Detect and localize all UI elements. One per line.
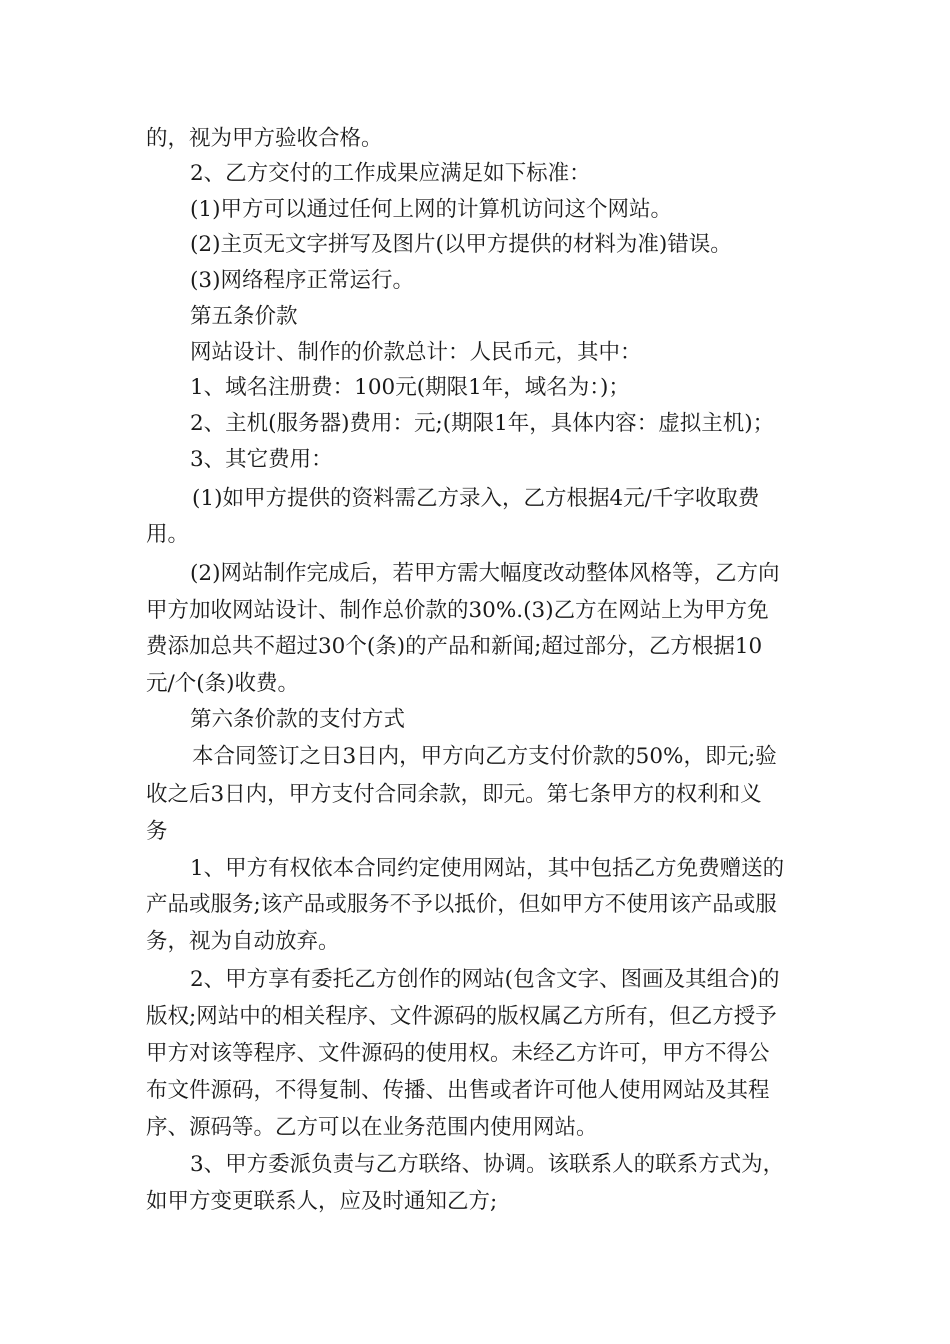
text-line: (3)网络程序正常运行。 — [190, 268, 414, 293]
text-line: 2、甲方享有委托乙方创作的网站(包含文字、图画及其组合)的 — [190, 967, 780, 992]
text-line: 产品或服务;该产品或服务不予以抵价，但如甲方不使用该产品或服 — [146, 892, 777, 917]
section-heading: 第六条价款的支付方式 — [190, 707, 406, 732]
text-line: 2、主机(服务器)费用：元;(期限1年，具体内容：虚拟主机)； — [190, 411, 775, 436]
text-line: 收之后3日内，甲方支付合同余款，即元。第七条甲方的权利和义 — [146, 782, 762, 807]
text-line: 1、域名注册费：100元(期限1年，域名为：)； — [190, 375, 630, 400]
text-line: 网站设计、制作的价款总计：人民币元，其中： — [190, 340, 642, 365]
text-line: 用。 — [146, 522, 190, 547]
section-heading: 第五条价款 — [190, 304, 298, 329]
text-line: 元/个(条)收费。 — [146, 671, 300, 696]
text-line: (1)甲方可以通过任何上网的计算机访问这个网站。 — [190, 197, 672, 222]
text-line: 2、乙方交付的工作成果应满足如下标准： — [190, 161, 591, 186]
text-line: (1)如甲方提供的资料需乙方录入，乙方根据4元/千字收取费 — [192, 486, 760, 511]
text-line: 如甲方变更联系人，应及时通知乙方; — [146, 1189, 498, 1214]
text-line: 3、其它费用： — [190, 447, 333, 472]
text-line: 序、源码等。乙方可以在业务范围内使用网站。 — [146, 1115, 598, 1140]
text-line: 本合同签订之日3日内，甲方向乙方支付价款的50%，即元;验 — [192, 744, 777, 769]
text-line: 的，视为甲方验收合格。 — [146, 126, 383, 151]
text-line: 甲方对该等程序、文件源码的使用权。未经乙方许可，甲方不得公 — [146, 1041, 770, 1066]
text-line: 费添加总共不超过30个(条)的产品和新闻;超过部分，乙方根据10 — [146, 634, 763, 659]
text-line: 甲方加收网站设计、制作总价款的30%.(3)乙方在网站上为甲方免 — [146, 598, 769, 623]
text-line: 版权;网站中的相关程序、文件源码的版权属乙方所有，但乙方授予 — [146, 1004, 777, 1029]
text-line: 务，视为自动放弃。 — [146, 929, 340, 954]
text-line: 布文件源码，不得复制、传播、出售或者许可他人使用网站及其程 — [146, 1078, 770, 1103]
text-line: 1、甲方有权依本合同约定使用网站，其中包括乙方免费赠送的 — [190, 856, 785, 881]
text-line: (2)主页无文字拼写及图片(以甲方提供的材料为准)错误。 — [190, 232, 732, 257]
text-line: (2)网站制作完成后，若甲方需大幅度改动整体风格等，乙方向 — [190, 561, 780, 586]
text-line: 务 — [146, 819, 168, 844]
text-line: 3、甲方委派负责与乙方联络、协调。该联系人的联系方式为， — [190, 1152, 785, 1177]
